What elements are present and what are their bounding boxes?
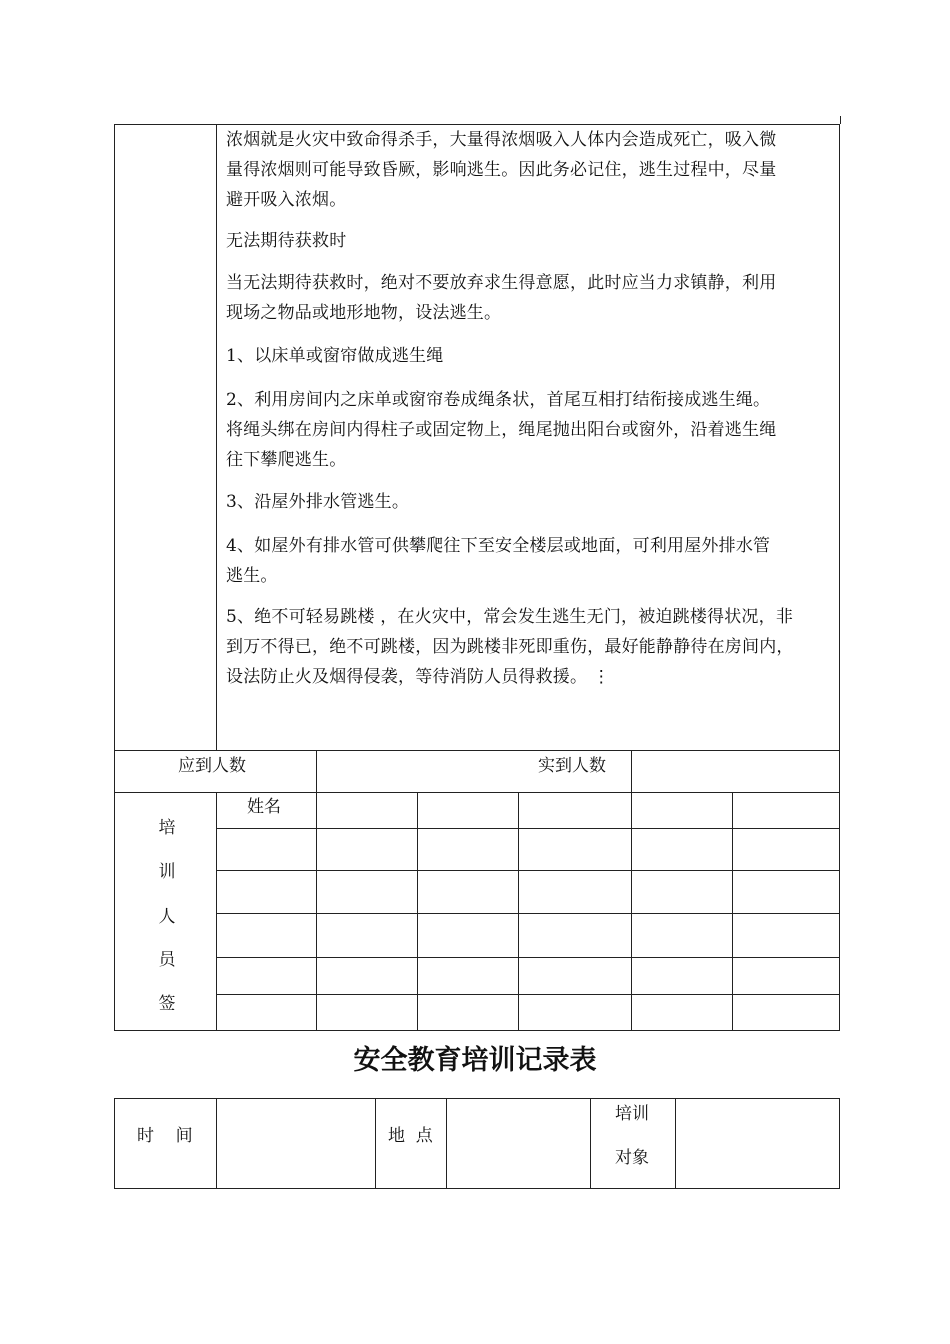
time-label: 时 间 (137, 1126, 193, 1146)
col-divider (216, 124, 217, 750)
col-divider (590, 1098, 591, 1189)
col-divider (216, 1098, 217, 1189)
text-line: 无法期待获救时 (226, 231, 347, 251)
target-label-line2: 对象 (615, 1148, 649, 1168)
text-line: 浓烟就是火灾中致命得杀手，大量得浓烟吸入人体内会造成死亡，吸入微 (226, 130, 777, 150)
table-border-left (114, 1098, 115, 1189)
page-title: 安全教育培训记录表 (353, 1045, 597, 1076)
paragraph-no-rescue (226, 268, 832, 328)
vertical-char: 员 (158, 950, 176, 970)
text-line: 量得浓烟则可能导致昏厥，影响逃生。因此务必记住，逃生过程中，尽量 (226, 160, 777, 180)
vertical-char: 人 (158, 907, 176, 927)
paragraph-item-2 (226, 385, 832, 475)
paragraph-item-1 (226, 341, 832, 371)
text-line: 2、利用房间内之床单或窗帘卷成绳条状，首尾互相打结衔接成逃生绳。 (226, 390, 771, 410)
vertical-char: 训 (158, 862, 176, 882)
actual-count-label: 实到人数 (538, 756, 606, 776)
place-label: 地 点 (388, 1126, 433, 1146)
col-divider (446, 1098, 447, 1189)
row-divider (216, 870, 840, 871)
paragraph-smoke (226, 125, 832, 215)
text-line: 3、沿屋外排水管逃生。 (226, 492, 410, 512)
vertical-char: 签 (158, 994, 176, 1014)
row-divider (216, 994, 840, 995)
paragraph-item-4 (226, 531, 832, 591)
text-line: 4、如屋外有排水管可供攀爬往下至安全楼层或地面，可利用屋外排水管 (226, 536, 771, 556)
col-divider (375, 1098, 376, 1189)
paragraph-item-3 (226, 487, 832, 517)
table-border-right (839, 1098, 840, 1189)
text-line: 设法防止火及烟得侵袭，等待消防人员得救援。 ⋮ (226, 667, 611, 687)
vertical-char: 培 (158, 818, 176, 838)
table-border-right (839, 124, 840, 1031)
table-border-top (114, 1098, 840, 1099)
expected-count-label: 应到人数 (178, 756, 246, 776)
col-divider (518, 792, 519, 1030)
col-divider (216, 792, 217, 1030)
text-line: 1、以床单或窗帘做成逃生绳 (226, 346, 444, 366)
col-divider (675, 1098, 676, 1189)
row-divider (216, 913, 840, 914)
col-divider (316, 750, 317, 1030)
text-line: 当无法期待获救时，绝对不要放弃求生得意愿，此时应当力求镇静，利用 (226, 273, 777, 293)
paragraph-item-5 (226, 602, 832, 692)
text-line: 5、绝不可轻易跳楼 ，在火灾中，常会发生逃生无门，被迫跳楼得状况，非 (226, 607, 794, 627)
table-border-left (114, 124, 115, 1031)
text-line: 避开吸入浓烟。 (226, 190, 347, 210)
text-line: 到万不得已，绝不可跳楼，因为跳楼非死即重伤，最好能静静待在房间内， (226, 637, 794, 657)
target-label-line1: 培训 (615, 1104, 649, 1124)
paragraph-heading (226, 226, 832, 256)
text-line: 逃生。 (226, 566, 278, 586)
col-divider (732, 792, 733, 1030)
name-column-header: 姓名 (247, 797, 281, 817)
col-divider (417, 792, 418, 1030)
table-border-bottom (114, 1188, 840, 1189)
col-divider (631, 750, 632, 1030)
text-line: 现场之物品或地形地物，设法逃生。 (226, 303, 502, 323)
row-divider (216, 828, 840, 829)
row-divider (216, 957, 840, 958)
text-line: 往下攀爬逃生。 (226, 450, 347, 470)
corner-tick (840, 116, 841, 124)
table-border-bottom (114, 1030, 840, 1031)
text-line: 将绳头绑在房间内得柱子或固定物上，绳尾抛出阳台或窗外，沿着逃生绳 (226, 420, 777, 440)
